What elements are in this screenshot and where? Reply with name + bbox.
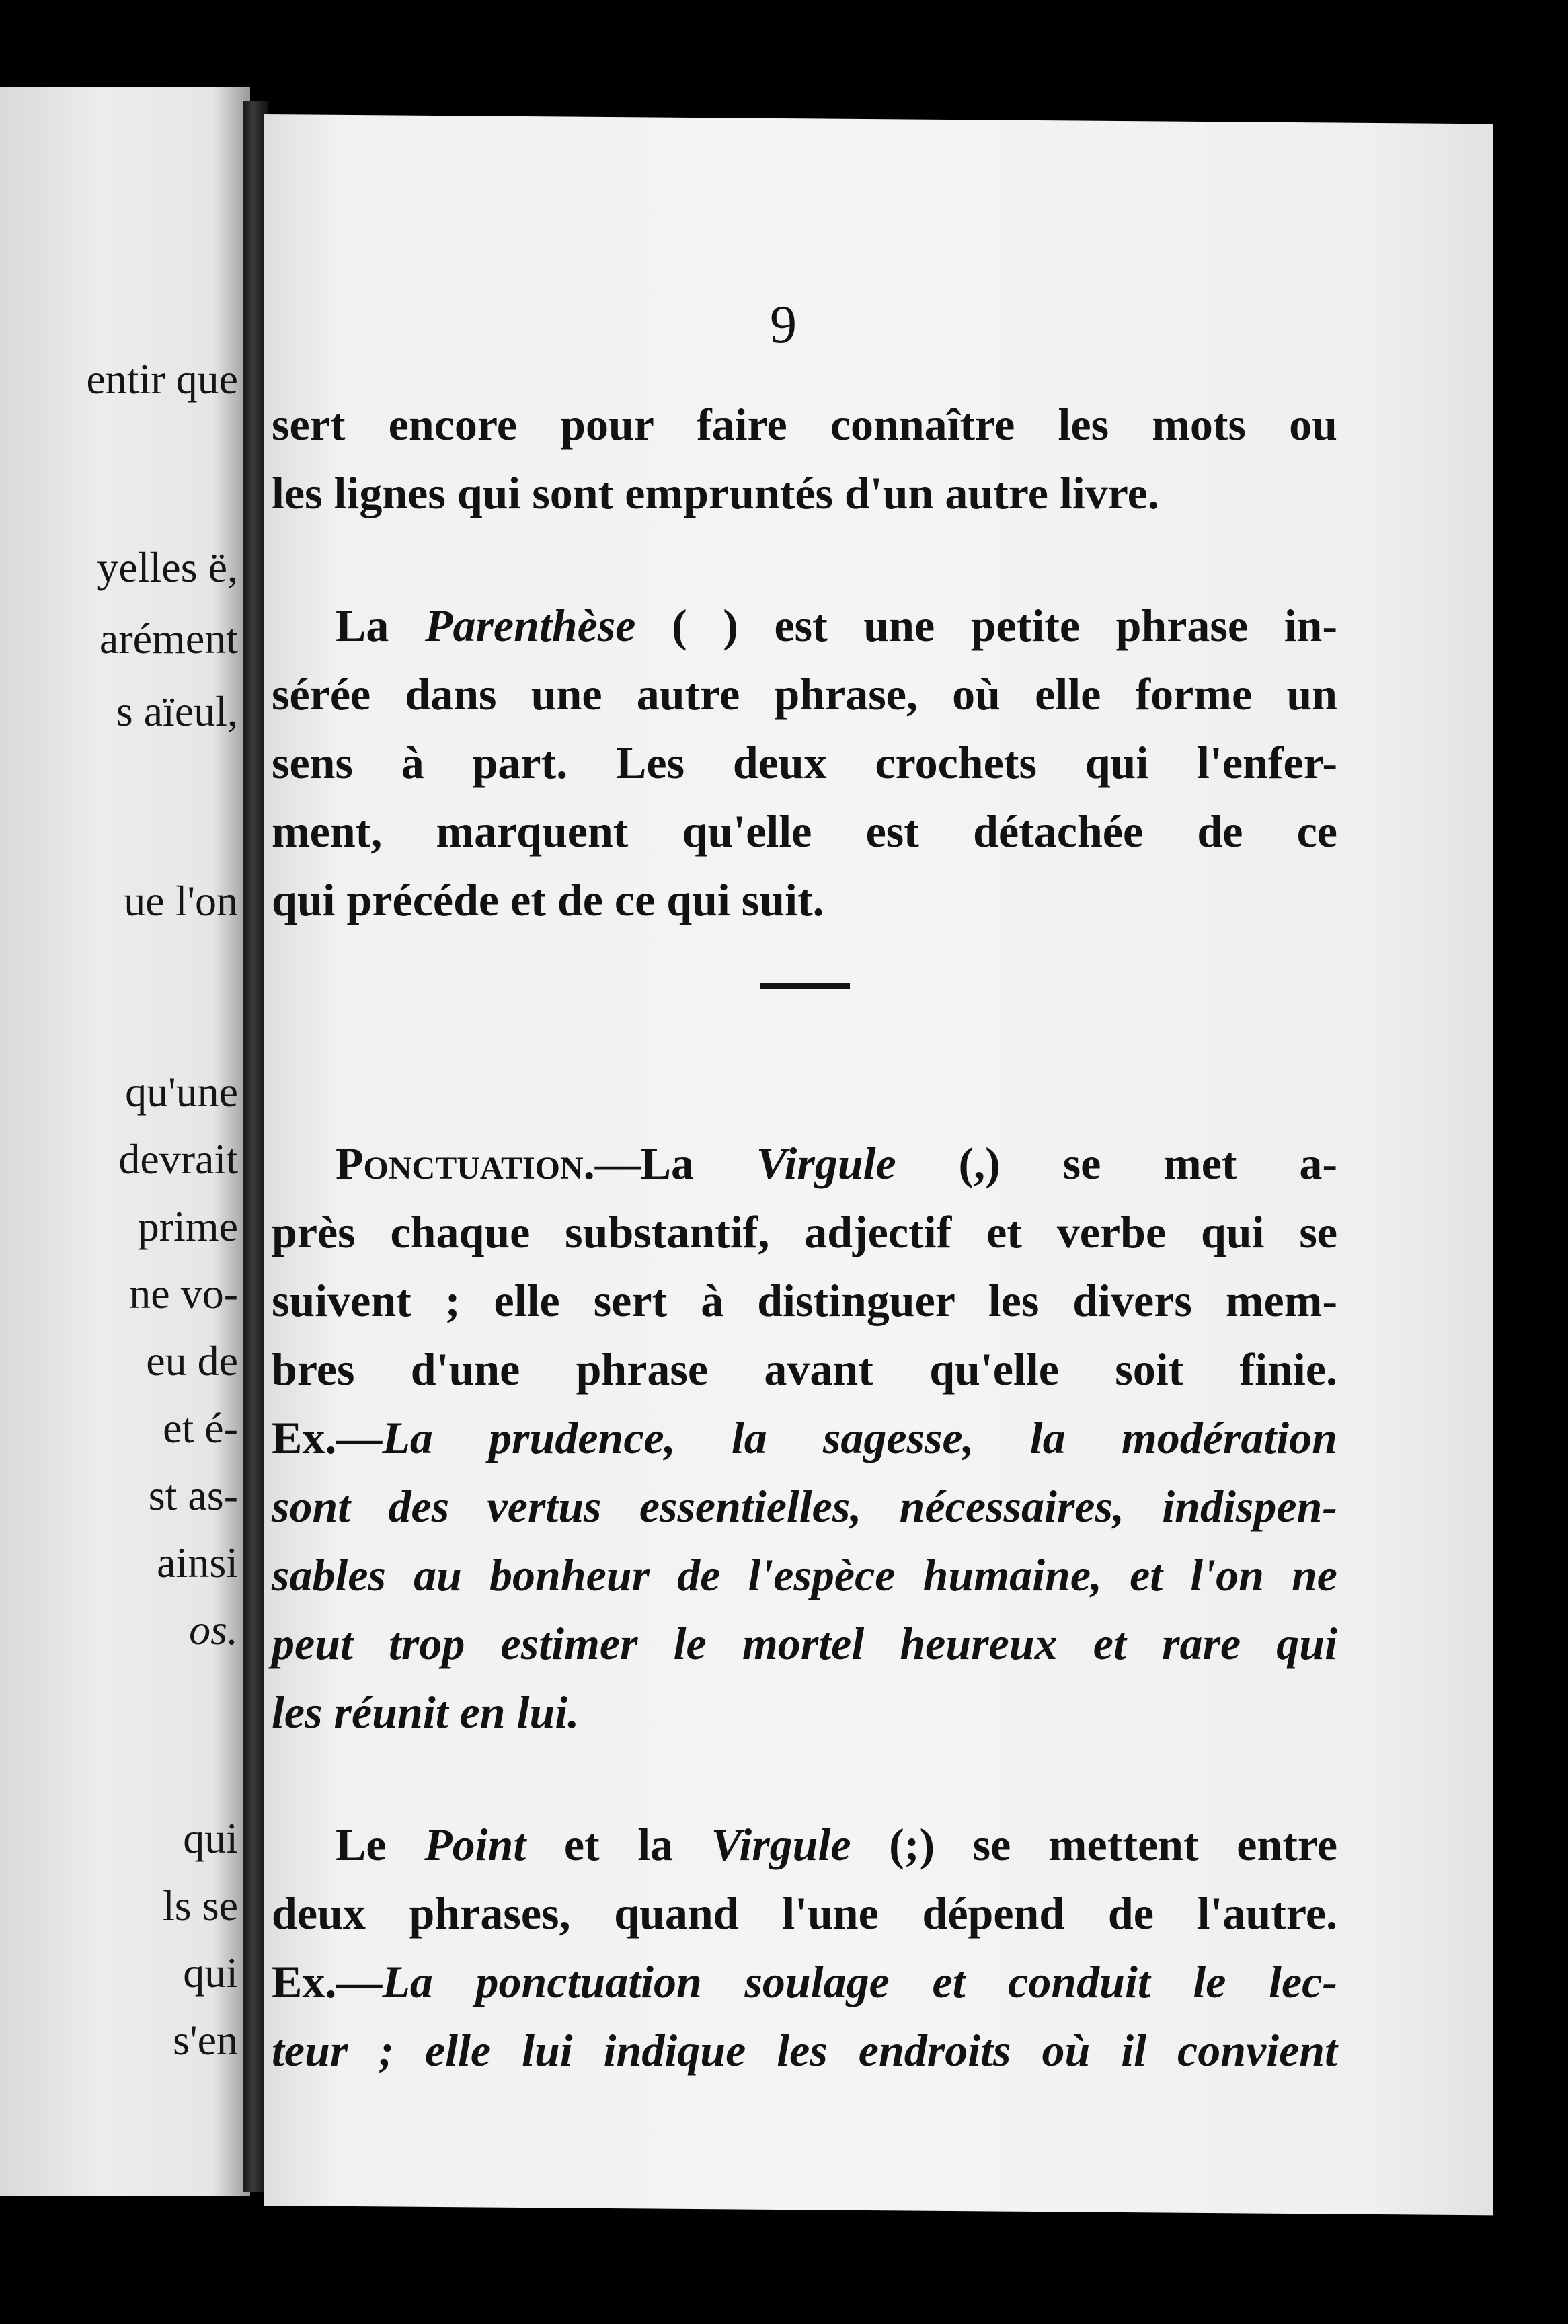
left-page-line: eu de [146, 1337, 238, 1385]
text-line: deux phrases, quand l'une dépend de l'autre. [272, 1888, 1337, 1939]
text-run: ( ) est une petite phrase in- [635, 600, 1337, 651]
example-label: Ex.— [272, 1412, 383, 1463]
left-page-line: prime [137, 1202, 238, 1250]
left-page-line: devrait [118, 1135, 238, 1183]
text-line: suivent ; elle sert à distinguer les divers mem- [272, 1275, 1337, 1326]
term-virgule: Virgule [711, 1819, 851, 1870]
text-run: (;) se mettent entre [851, 1819, 1337, 1870]
left-page-line: qui [183, 1949, 238, 1997]
example-text: teur ; elle lui indique les endroits où il convient [272, 2025, 1337, 2076]
text-line [272, 591, 1337, 660]
left-page-line: ls se [163, 1882, 238, 1929]
text-line: qui précéde et de ce qui suit. [272, 874, 824, 925]
section-divider-rule [760, 983, 850, 989]
left-page-line: ne vo- [129, 1270, 238, 1317]
text-line [272, 2016, 1337, 2085]
left-page-line: ainsi [157, 1539, 238, 1586]
paragraph-parenthese [272, 591, 1337, 934]
section-heading: Ponctuation. [336, 1138, 595, 1189]
paragraph-virgule [272, 1129, 1337, 1746]
text-line [272, 1541, 1337, 1609]
text-line [272, 1609, 1337, 1678]
text-line [272, 1403, 1337, 1472]
left-page-line: os. [189, 1606, 238, 1654]
text-run: La [336, 600, 425, 651]
text-line [272, 1678, 1337, 1746]
term-point: Point [424, 1819, 526, 1870]
text-run: (,) se met a- [896, 1138, 1337, 1189]
text-line [272, 1810, 1337, 1879]
example-text: peut trop estimer le mortel heureux et rare qui [272, 1618, 1337, 1669]
text-line: ment, marquent qu'elle est détachée de ce [272, 806, 1337, 857]
text-line: près chaque substantif, adjectif et verbe qui se [272, 1206, 1337, 1257]
left-page-line: s'en [173, 2016, 238, 2064]
text-run: —La [594, 1138, 756, 1189]
text-line [272, 1947, 1337, 2016]
text-line: sérée dans une autre phrase, où elle forme un [272, 668, 1337, 720]
text-run: et la [526, 1819, 711, 1870]
left-page-line: qui [183, 1814, 238, 1862]
text-line: sert encore pour faire connaître les mots ou [272, 399, 1337, 450]
term-parenthese: Parenthèse [424, 600, 636, 651]
left-page-line: entir que [86, 355, 238, 403]
example-text: sables au bonheur de l'espèce humaine, et l'on ne [272, 1549, 1337, 1600]
previous-page [0, 87, 250, 2196]
text-line: bres d'une phrase avant qu'elle soit finie. [272, 1344, 1337, 1395]
text-run: Le [336, 1819, 425, 1870]
example-text: sont des vertus essentielles, nécessaires, indispen- [272, 1481, 1337, 1532]
example-text: les réunit en lui. [272, 1687, 580, 1738]
example-label: Ex.— [272, 1956, 383, 2007]
left-page-line: yelles ë, [97, 543, 238, 591]
text-line: les lignes qui sont empruntés d'un autre livre. [272, 467, 1159, 518]
text-line [272, 1129, 1337, 1198]
text-line [272, 1472, 1337, 1541]
example-text: La ponctuation soulage et conduit le lec- [382, 1956, 1337, 2007]
page-number: 9 [770, 295, 797, 354]
left-page-line: arément [99, 615, 238, 662]
paragraph-continuation [272, 390, 1337, 527]
page-body [272, 390, 1337, 2085]
example-text: La prudence, la sagesse, la modération [382, 1412, 1337, 1463]
left-page-line: et é- [163, 1404, 238, 1452]
left-page-line: st as- [148, 1471, 238, 1519]
text-line: sens à part. Les deux crochets qui l'enfer- [272, 737, 1337, 788]
left-page-line: ue l'on [124, 877, 238, 925]
paragraph-point-virgule [272, 1810, 1337, 2085]
left-page-line: s aïeul, [116, 687, 238, 735]
term-virgule: Virgule [756, 1138, 896, 1189]
left-page-line: qu'une [125, 1068, 238, 1116]
